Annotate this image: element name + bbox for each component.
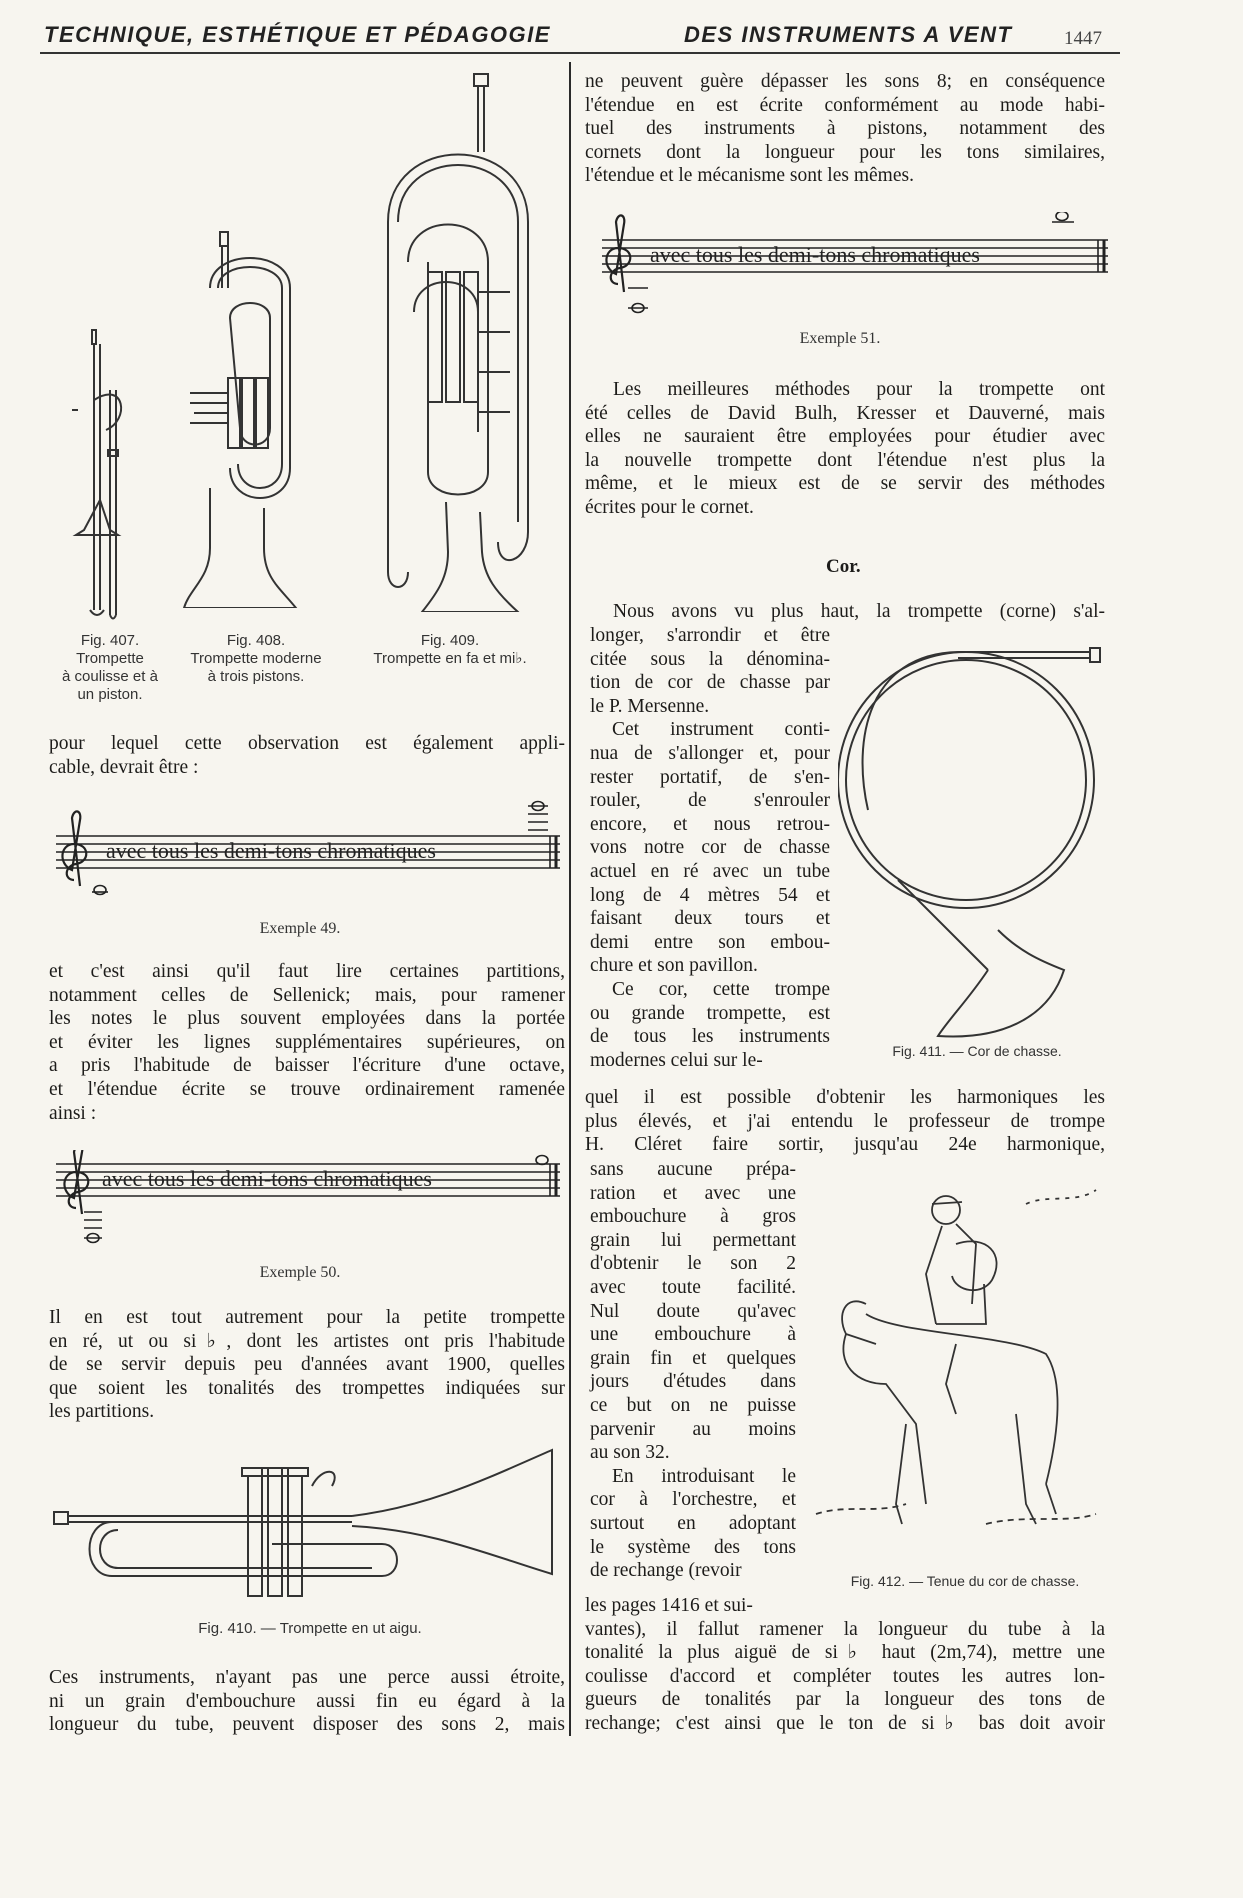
right-paragraph-1: [585, 70, 1105, 188]
text-line: une embouchure à: [590, 1324, 796, 1346]
text-line: pour lequel cette observation est également appli-: [49, 733, 565, 754]
text-line: Nul doute qu'avec: [590, 1300, 796, 1322]
text-line: jours d'études dans: [590, 1371, 796, 1393]
fig-408-caption: [176, 632, 336, 686]
text-line: et l'étendue écrite se trouve ordinairement ramenée: [49, 1078, 565, 1100]
fig-409-caption-line: Trompette en fa et mi♭.: [373, 650, 527, 667]
text-line: même, et le mieux est de se servir des méthodes: [585, 473, 1105, 495]
text-line: citée sous la dénomina-: [590, 648, 830, 670]
text-line: vons notre cor de chasse: [590, 837, 830, 859]
text-line: actuel en ré avec un tube: [590, 860, 830, 882]
fig-411-caption: Fig. 411. — Cor de chasse.: [892, 1043, 1062, 1059]
text-line: a pris l'habitude de baisser l'écriture d'une octave,: [49, 1055, 565, 1077]
text-line: long de 4 mètres 54 et: [590, 884, 830, 906]
text-line: d'obtenir le son 2: [590, 1253, 796, 1275]
left-paragraph-3: [49, 1306, 565, 1424]
text-line: longer, s'arrondir et être: [590, 625, 830, 646]
fig-407-caption-line: Trompette: [76, 650, 144, 667]
text-line: demi entre son embou-: [590, 931, 830, 953]
text-line: modernes celui sur le-: [590, 1049, 763, 1071]
text-line: les partitions.: [49, 1401, 155, 1423]
example-49-label: Exemple 49.: [259, 920, 341, 937]
text-line: tonalité la plus aiguë de si♭ haut (2m,74), mettre une: [585, 1642, 1105, 1664]
staff-caption: avec tous les demi-tons chromatiques: [650, 242, 980, 267]
text-line: quel il est possible d'obtenir les harmoniques les: [585, 1087, 1105, 1108]
text-line: l'étendue et le mécanisme sont les mêmes.: [585, 165, 914, 187]
text-line: cor à l'orchestre, et: [590, 1489, 796, 1511]
text-line: Ces instruments, n'ayant pas une perce aussi étroite,: [49, 1667, 565, 1688]
text-line: Cet instrument conti-: [612, 719, 830, 741]
section-heading-cor: Cor.: [826, 556, 861, 577]
text-line: Nous avons vu plus haut, la trompette (corne) s'al-: [613, 601, 1105, 622]
text-line: tuel des instruments à pistons, notamment des: [585, 118, 1105, 140]
text-line: sans aucune prépa-: [590, 1159, 796, 1180]
fig-407-slide-trumpet-illustration: [70, 320, 150, 620]
text-line: les notes le plus souvent employées dans la portée: [49, 1008, 565, 1030]
text-line: écrites pour le cornet.: [585, 496, 754, 518]
fig-407-caption-line: à coulisse et à: [62, 668, 158, 685]
text-line: de tous les instruments: [590, 1026, 830, 1048]
column-divider: [569, 62, 571, 1736]
text-line: ainsi :: [49, 1102, 97, 1124]
right-paragraph-3-narrow: [590, 624, 830, 1072]
left-paragraph-4: [49, 1666, 565, 1737]
text-line: ni un grain d'embouchure aussi fin eu égard à la: [49, 1690, 565, 1712]
text-line: cornets dont la longueur pour les tons similaires,: [585, 141, 1105, 163]
text-line: rechange; c'est ainsi que le ton de si♭ bas doit avoir: [585, 1712, 1105, 1734]
text-line: ration et avec une: [590, 1182, 796, 1204]
text-line: cable, devrait être :: [49, 756, 199, 778]
right-paragraph-3-full-first: [585, 600, 1105, 624]
fig-408-caption-line: Trompette moderne: [190, 650, 322, 667]
fig-408-caption-line: à trois pistons.: [207, 668, 305, 685]
text-line: tion de cor de chasse par: [590, 672, 830, 694]
fig-412-caption: Fig. 412. — Tenue du cor de chasse.: [850, 1573, 1080, 1589]
text-line: grain lui permettant: [590, 1229, 796, 1251]
treble-clef-icon: [62, 811, 86, 886]
fig-411-hunting-horn-illustration: [838, 640, 1108, 1040]
text-line: vantes), il fallut ramener la longueur du tube à la: [585, 1618, 1105, 1640]
text-line: l'étendue en est écrite conformément au mode habi-: [585, 94, 1105, 116]
page-number: 1447: [1064, 28, 1102, 49]
text-line: elles ne sauraient être employées pour étudier avec: [585, 426, 1105, 448]
example-51-staff: [592, 212, 1112, 322]
right-paragraph-4-narrow: [590, 1158, 796, 1583]
fig-408-label: Fig. 408.: [226, 632, 286, 649]
text-line: Il en est tout autrement pour la petite trompette: [49, 1307, 565, 1328]
text-line: ce but on ne puisse: [590, 1394, 796, 1416]
text-line: Les meilleures méthodes pour la trompette ont: [613, 379, 1105, 400]
fig-408-three-piston-trumpet-illustration: [180, 228, 310, 608]
fig-410-c-trumpet-illustration: [52, 1446, 562, 1606]
running-header-left: TECHNIQUE, ESTHÉTIQUE ET PÉDAGOGIE: [44, 22, 551, 47]
fig-409-f-trumpet-illustration: [368, 72, 548, 612]
header-rule: [40, 52, 1120, 54]
fig-409-caption: [350, 632, 550, 668]
text-line: le système des tons: [590, 1536, 796, 1558]
text-line: que soient les tonalités des trompettes indiquées sur: [49, 1377, 565, 1399]
text-line: Ce cor, cette trompe: [612, 978, 830, 1000]
right-paragraph-2: [585, 378, 1105, 520]
treble-clef-icon: [606, 215, 630, 292]
running-header-right: DES INSTRUMENTS A VENT: [684, 22, 1013, 47]
right-paragraph-3-full: [585, 1086, 1105, 1157]
fig-409-label: Fig. 409.: [420, 632, 480, 649]
fig-407-caption: [40, 632, 180, 704]
text-line: ou grande trompette, est: [590, 1002, 830, 1024]
left-paragraph-2: [49, 960, 565, 1125]
text-line: rouler, de s'enrouler: [590, 790, 830, 812]
fig-410-caption: Fig. 410. — Trompette en ut aigu.: [198, 1620, 422, 1637]
text-line: rester portatif, de s'en-: [590, 766, 830, 788]
text-line: de rechange (revoir: [590, 1560, 742, 1582]
example-51-label: Exemple 51.: [799, 330, 881, 347]
text-line: encore, et nous retrou-: [590, 813, 830, 835]
text-line: grain fin et quelques: [590, 1347, 796, 1369]
text-line: et éviter les lignes supplémentaires supérieures, on: [49, 1031, 565, 1053]
text-line: le P. Mersenne.: [590, 695, 710, 717]
text-line: plus élevés, et j'ai entendu le professeur de trompe: [585, 1110, 1105, 1132]
text-line: au son 32.: [590, 1442, 670, 1464]
text-line: ne peuvent guère dépasser les sons 8; en conséquence: [585, 71, 1105, 92]
text-line: été celles de David Bulh, Kresser et Dauverné, mais: [585, 402, 1105, 424]
text-line: surtout en adoptant: [590, 1512, 796, 1534]
text-line: en ré, ut ou si♭, dont les artistes ont pris l'habitude: [49, 1330, 565, 1352]
text-line: de se servir depuis peu d'années avant 1900, quelles: [49, 1354, 565, 1376]
example-50-label: Exemple 50.: [259, 1264, 341, 1281]
treble-clef-icon: [64, 1150, 88, 1214]
text-line: embouchure à gros: [590, 1206, 796, 1228]
text-line: et c'est ainsi qu'il faut lire certaines partitions,: [49, 961, 565, 982]
staff-caption: avec tous les demi-tons chromatiques: [102, 1166, 432, 1191]
text-line: gueurs de tonalités par la longueur des tons de: [585, 1689, 1105, 1711]
example-50-staff: [44, 1150, 564, 1270]
text-line: la nouvelle trompette dont l'étendue n'est plus la: [585, 449, 1105, 471]
left-paragraph-1: [49, 732, 565, 779]
right-paragraph-4-full: [585, 1594, 1105, 1736]
text-line: coulisse d'accord et compléter toutes les autres lon-: [585, 1665, 1105, 1687]
staff-caption: avec tous les demi-tons chromatiques: [106, 838, 436, 863]
text-line: longueur du tube, peuvent disposer des sons 2, mais: [49, 1714, 565, 1736]
text-line: notamment celles de Sellenick; mais, pour ramener: [49, 984, 565, 1006]
text-line: faisant deux tours et: [590, 908, 830, 930]
text-line: chure et son pavillon.: [590, 955, 758, 977]
text-line: H. Cléret faire sortir, jusqu'au 24e harmonique,: [585, 1134, 1105, 1156]
fig-412-horn-rider-illustration: [806, 1184, 1106, 1564]
example-49-staff: [44, 800, 564, 910]
text-line: avec toute facilité.: [590, 1276, 796, 1298]
fig-407-caption-line: un piston.: [77, 686, 143, 703]
text-line: les pages 1416 et sui-: [585, 1595, 753, 1616]
text-line: parvenir au moins: [590, 1418, 796, 1440]
text-line: En introduisant le: [612, 1465, 796, 1487]
text-line: nua de s'allonger et, pour: [590, 742, 830, 764]
fig-407-label: Fig. 407.: [80, 632, 140, 649]
